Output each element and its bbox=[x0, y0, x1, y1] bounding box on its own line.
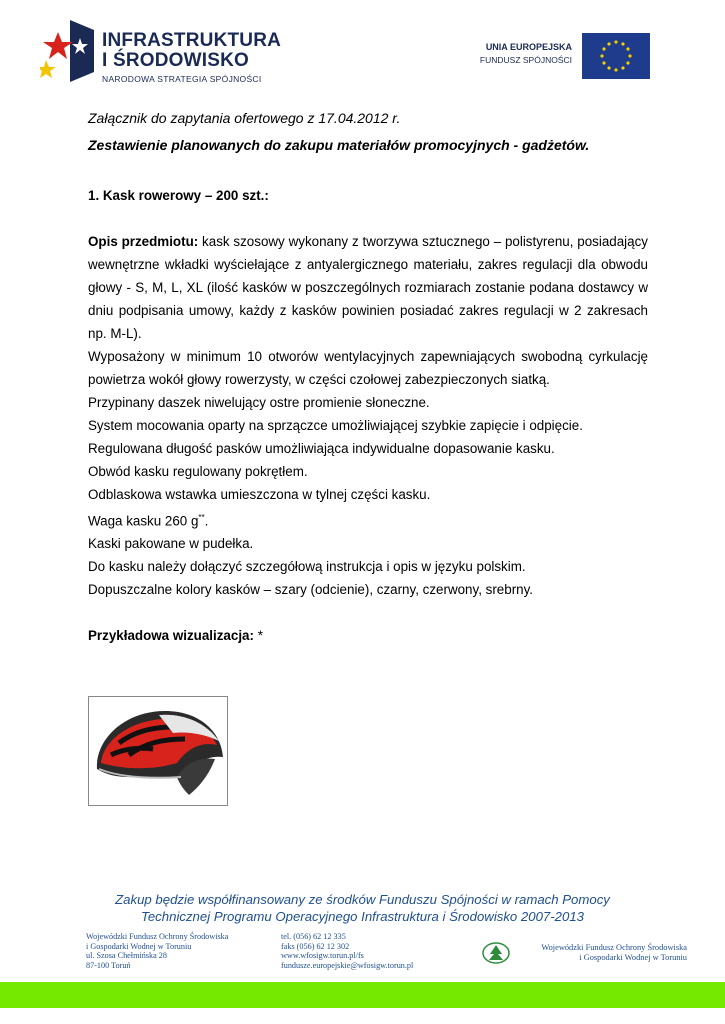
cofinancing-note bbox=[60, 891, 665, 925]
feature-item: Wyposażony w minimum 10 otworów wentylacyjnych zapewniających swobodną cyrkulację powietrza wokół głowy rowerzysty, w części czołowej zabezpieczonych siatką. bbox=[88, 349, 648, 387]
feature-item: Kaski pakowane w pudełka. bbox=[88, 536, 254, 552]
weight-text: Waga kasku 260 g bbox=[88, 513, 199, 529]
logo-line-1: INFRASTRUKTURA bbox=[102, 30, 282, 51]
weight-item bbox=[88, 506, 648, 532]
logo-line-2: I ŚRODOWISKO bbox=[102, 50, 250, 71]
contact-phone: tel. (056) 62 12 335 bbox=[281, 932, 346, 941]
description-text: kask szosowy wykonany z tworzywa sztucznego – polistyrenu, posiadający wewnętrzne wkładki wyściełające z antyalergicznego materiału, zakres regulacji dla obwodu głowy - S, M, L, XL (ilość kasków w poszczególnych rozmiarach zostanie podana dostawcy w dniu podpisania umowy, każdy z kasków powinien posiadać zakres regulacji w 2 zakresach np. M-L). bbox=[88, 234, 648, 341]
cofinancing-note-line-2: Technicznej Programu Operacyjnego Infrastruktura i Środowisko 2007-2013 bbox=[141, 909, 584, 924]
helmet-image bbox=[88, 696, 228, 806]
contact-website-link[interactable]: www.wfosigw.torun.pl/fs bbox=[281, 951, 364, 960]
attachment-line: Załącznik do zapytania ofertowego z 17.04.2012 r. bbox=[88, 110, 401, 126]
wfosigw-logo-line-2: i Gospodarki Wodnej w Toruniu bbox=[579, 953, 687, 962]
footer-green-bar bbox=[0, 982, 725, 1008]
visualization-label: Przykładowa wizualizacja: bbox=[88, 628, 254, 643]
feature-item: System mocowania oparty na sprzączce umożliwiającej szybkie zapięcie i odpięcie. bbox=[88, 418, 583, 433]
contact-fax: faks (056) 62 12 302 bbox=[281, 941, 350, 951]
eu-flag-icon bbox=[582, 33, 650, 79]
feature-item: Dopuszczalne kolory kasków – szary (odcienie), czarny, czerwony, srebrny. bbox=[88, 582, 534, 598]
contact-email-link[interactable]: fundusze.europejskie@wfosigw.torun.pl bbox=[281, 960, 414, 970]
document-subtitle: Zestawienie planowanych do zakupu materiałów promocyjnych - gadżetów. bbox=[88, 137, 590, 153]
visualization-heading bbox=[88, 624, 648, 647]
footer-address bbox=[86, 932, 228, 970]
footer-contact bbox=[281, 932, 413, 970]
weight-end: . bbox=[204, 513, 209, 529]
feature-item: Przypinany daszek niwelujący ostre promienie słoneczne. bbox=[88, 395, 430, 410]
eu-logo-line-1: UNIA EUROPEJSKA bbox=[485, 42, 572, 52]
feature-item: Obwód kasku regulowany pokrętłem. bbox=[88, 464, 308, 479]
eu-logo-line-2: FUNDUSZ SPÓJNOŚCI bbox=[479, 55, 572, 65]
wfosigw-logo bbox=[482, 941, 687, 965]
address-line: i Gospodarki Wodnej w Toruniu bbox=[86, 941, 192, 951]
cofinancing-note-line-1: Zakup będzie współfinansowany ze środków Funduszu Spójności w ramach Pomocy bbox=[115, 892, 610, 907]
program-logo-icon bbox=[40, 16, 98, 84]
address-line: 87-100 Toruń bbox=[86, 960, 131, 970]
description-label: Opis przedmiotu: bbox=[88, 234, 199, 249]
address-line: ul. Szosa Chełmińska 28 bbox=[86, 951, 167, 960]
description-paragraph bbox=[88, 230, 648, 345]
feature-item: Regulowana długość pasków umożliwiająca indywidualne dopasowanie kasku. bbox=[88, 441, 555, 456]
feature-item: Odblaskowa wstawka umieszczona w tylnej części kasku. bbox=[88, 487, 431, 502]
bike-helmet-icon bbox=[89, 697, 227, 805]
visualization-mark: * bbox=[253, 628, 263, 643]
weight-superscript: ** bbox=[198, 513, 205, 522]
address-line: Wojewódzki Fundusz Ochrony Środowiska bbox=[86, 932, 229, 941]
infrastruktura-i-srodowisko-logo bbox=[40, 16, 280, 86]
wfosigw-logo-line-1: Wojewódzki Fundusz Ochrony Środowiska bbox=[541, 943, 687, 952]
feature-item: Do kasku należy dołączyć szczegółową instrukcja i opis w języku polskim. bbox=[88, 559, 526, 575]
tree-icon bbox=[482, 941, 510, 965]
eu-logo bbox=[470, 33, 652, 79]
logo-line-3: NARODOWA STRATEGIA SPÓJNOŚCI bbox=[102, 74, 262, 84]
item-heading: 1. Kask rowerowy – 200 szt.: bbox=[88, 188, 269, 203]
feature-list bbox=[88, 345, 648, 601]
